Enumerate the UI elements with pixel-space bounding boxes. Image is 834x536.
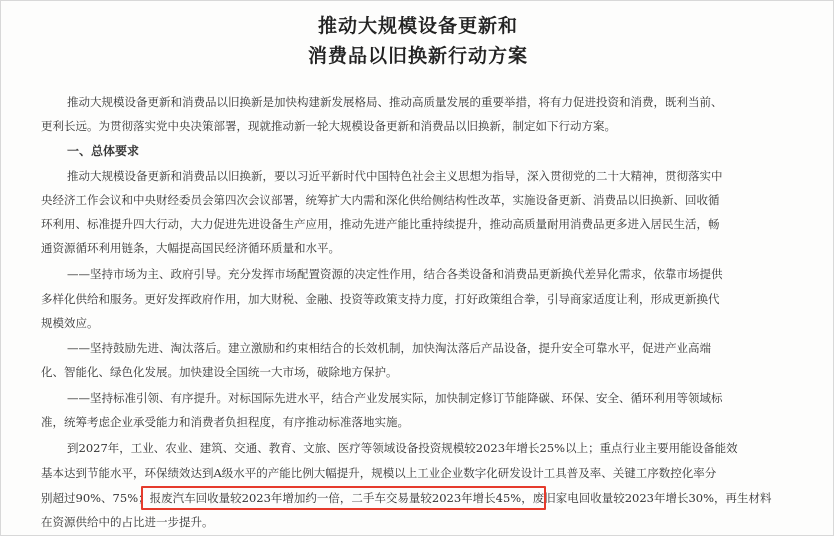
- paragraph-2-line-1: ——坚持市场为主、政府引导。充分发挥市场配置资源的决定性作用，结合各类设备和消费品更新换代差异化需求，依靠市场提供: [67, 267, 723, 281]
- paragraph-5-line-3-end: 废旧家电回收量较2023年增长30%，再生材料: [532, 491, 772, 505]
- paragraph-1-line-3: 环利用、标准提升四大行动，大力促进先进设备生产应用，推动先进产能比重持续提升，推动高质量耐用消费品更多进入居民生活，畅: [41, 217, 720, 231]
- section-heading: 一、总体要求: [67, 144, 140, 158]
- paragraph-5-line-4: 在资源供给中的占比进一步提升。: [41, 515, 214, 529]
- highlighted-text: 报废汽车回收量较2023年增加约一倍，二手车交易量较2023年增长45%，: [149, 491, 533, 505]
- red-highlight-box: [141, 486, 546, 510]
- intro-line-1: 推动大规模设备更新和消费品以旧换新是加快构建新发展格局、推动高质量发展的重要举措，将有力促进投资和消费，既利当前、: [67, 95, 723, 109]
- paragraph-1-line-2: 央经济工作会议和中央财经委员会第四次会议部署，统筹扩大内需和深化供给侧结构性改革，实施设备更新、消费品以旧换新、回收循: [41, 193, 720, 207]
- paragraph-2-line-2: 多样化供给和服务。更好发挥政府作用，加大财税、金融、投资等政策支持力度，打好政策组合拳，引导商家适度让利，形成更新换代: [41, 292, 720, 306]
- paragraph-5-line-2: 基本达到节能水平，环保绩效达到A级水平的产能比例大幅提升，规模以上工业企业数字化研发设计工具普及率、关键工序数控化率分: [41, 466, 717, 480]
- paragraph-3-line-2: 化、智能化、绿色化发展。加快建设全国统一大市场，破除地方保护。: [41, 365, 398, 379]
- paragraph-1-line-1: 推动大规模设备更新和消费品以旧换新，要以习近平新时代中国特色社会主义思想为指导，深入贯彻党的二十大精神，贯彻落实中: [67, 169, 723, 183]
- paragraph-1-line-4: 通资源循环利用链条，大幅提高国民经济循环质量和水平。: [41, 241, 340, 255]
- paragraph-3-line-1: ——坚持鼓励先进、淘汰落后。建立激励和约束相结合的长效机制，加快淘汰落后产品设备，提升安全可靠水平，促进产业高端: [67, 341, 711, 355]
- paragraph-5-line-3-start: 别超过90%、75%；: [41, 491, 150, 505]
- document-title-line-1: 推动大规模设备更新和: [317, 15, 518, 37]
- intro-line-2: 更利长远。为贯彻落实党中央决策部署，现就推动新一轮大规模设备更新和消费品以旧换新，制定如下行动方案。: [41, 119, 616, 133]
- paragraph-2-line-3: 规模效应。: [41, 316, 99, 330]
- paragraph-5-line-1: 到2027年，工业、农业、建筑、交通、教育、文旅、医疗等领域设备投资规模较2023年增长25%以上；重点行业主要用能设备能效: [67, 441, 738, 455]
- paragraph-4-line-1: ——坚持标准引领、有序提升。对标国际先进水平，结合产业发展实际，加快制定修订节能降碳、环保、安全、循环利用等领域标: [67, 391, 723, 405]
- paragraph-4-line-2: 准，统筹考虑企业承受能力和消费者负担程度，有序推动标准落地实施。: [41, 415, 409, 429]
- document-title-line-2: 消费品以旧换新行动方案: [307, 45, 528, 67]
